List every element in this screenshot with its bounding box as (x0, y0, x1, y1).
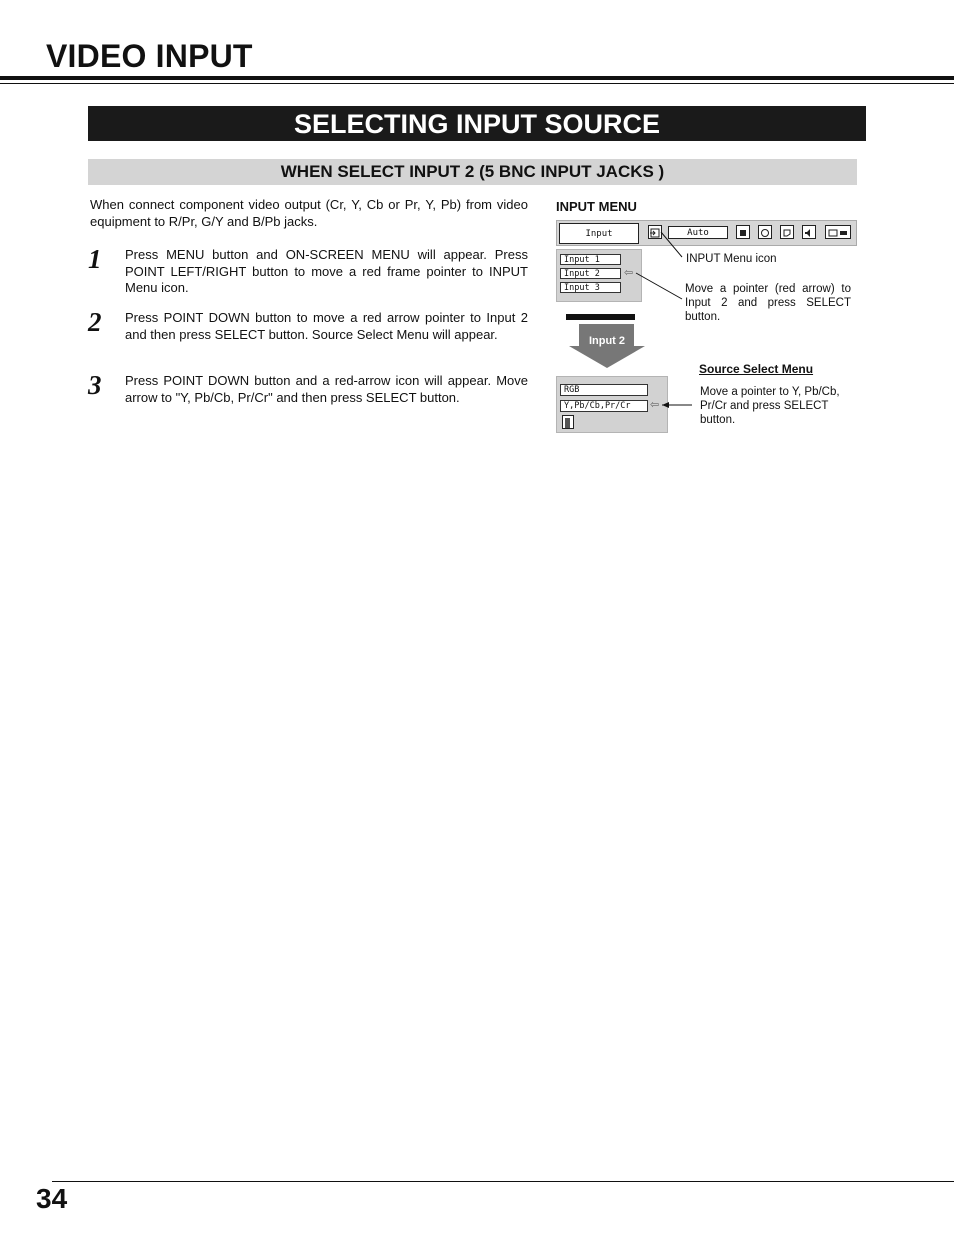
footer-rule (52, 1181, 954, 1182)
sound-icon (802, 225, 816, 239)
source-arrow-pointer-icon: ⇦ (650, 399, 660, 411)
mode-field: Auto (668, 226, 728, 239)
step-3-number: 3 (88, 370, 102, 400)
setting-icon (780, 225, 794, 239)
exit-icon (562, 415, 574, 429)
step-2-text: Press POINT DOWN button to move a red arrow pointer to Input 2 and then press SELECT button. Source Select Menu will appear. (125, 310, 528, 342)
image-adjust-icon (758, 225, 772, 239)
arrow-label: Input 2 (588, 335, 626, 347)
input-menu-icon (648, 225, 662, 239)
step-1-number: 1 (88, 244, 102, 274)
note-pointer: Move a pointer (red arrow) to Input 2 and press SELECT button. (685, 283, 851, 323)
step-1-text: Press MENU button and ON-SCREEN MENU will appear. Press POINT LEFT/RIGHT button to move a red frame pointer to INPUT Menu icon. (125, 247, 528, 295)
down-arrow-head (569, 346, 645, 368)
arrow-stem (566, 314, 635, 320)
page-number: 34 (36, 1183, 68, 1214)
step-3-text: Press POINT DOWN button and a red-arrow icon will appear. Move arrow to "Y, Pb/Cb, Pr/Cr" and then press SELECT button. (125, 373, 528, 405)
note-source: Move a pointer to Y, Pb/Cb, Pr/Cr and press SELECT button. (700, 386, 840, 426)
subsection-title: WHEN SELECT INPUT 2 (5 BNC INPUT JACKS ) (88, 159, 857, 185)
input-1-item: Input 1 (560, 254, 621, 265)
title-rule-thick (0, 76, 954, 80)
pc-adjust-icon (825, 225, 851, 239)
red-arrow-pointer-icon: ⇦ (624, 267, 634, 279)
source-component-item: Y,Pb/Cb,Pr/Cr (560, 400, 648, 412)
source-rgb-item: RGB (560, 384, 648, 396)
note-menu-icon: INPUT Menu icon (686, 253, 777, 265)
intro-text: When connect component video output (Cr, Y, Cb or Pr, Y, Pb) from video equipment to R/Pr, G/Y and B/Pb jacks. (90, 197, 528, 229)
input-2-item: Input 2 (560, 268, 621, 279)
page-title: VIDEO INPUT (46, 38, 253, 74)
title-rule-thin (0, 83, 954, 84)
source-select-label: Source Select Menu (699, 362, 814, 376)
menu-title-field: Input (559, 223, 639, 244)
section-title: SELECTING INPUT SOURCE (88, 106, 866, 141)
screen-icon (736, 225, 750, 239)
input-3-item: Input 3 (560, 282, 621, 293)
step-2-number: 2 (88, 307, 102, 337)
input-menu-label: INPUT MENU (556, 199, 637, 214)
